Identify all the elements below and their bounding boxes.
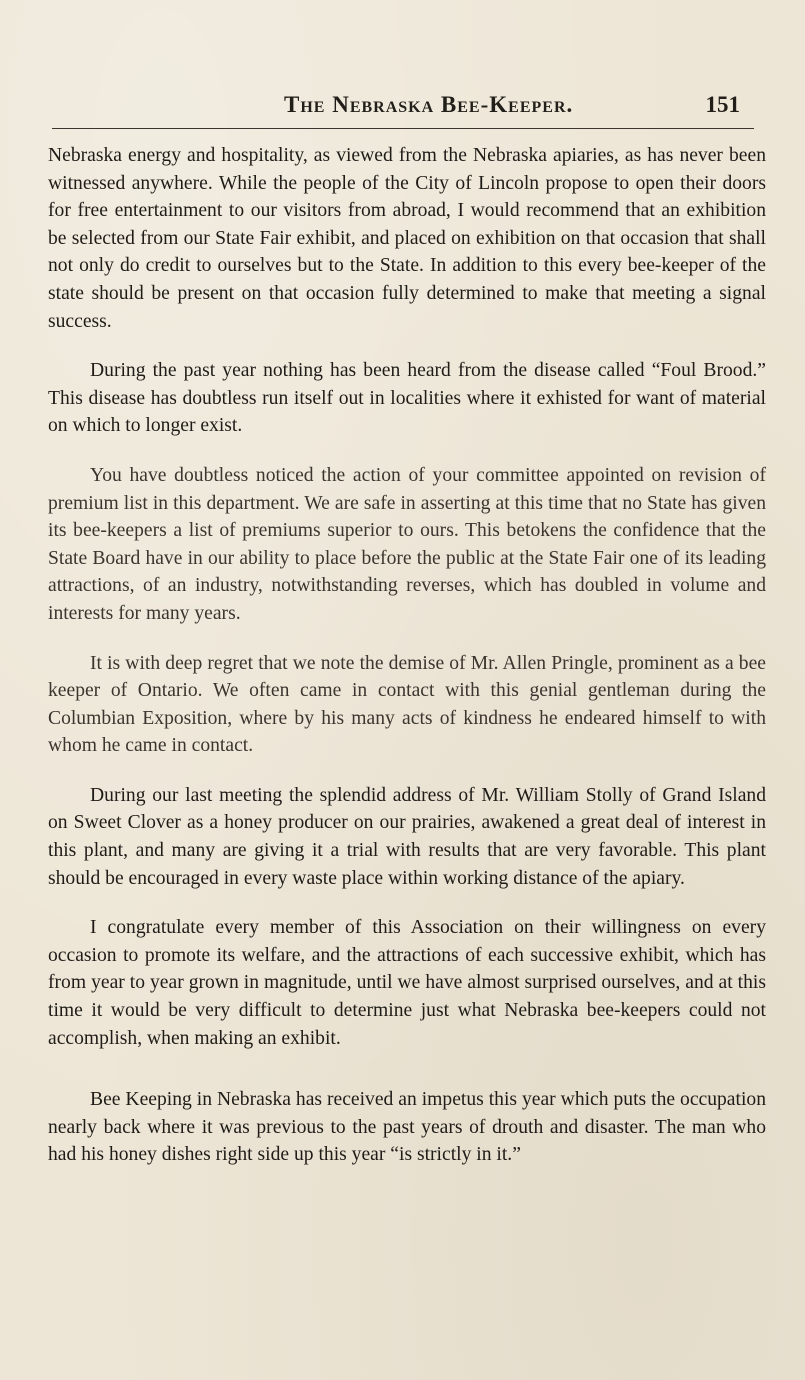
page-number: 151 bbox=[705, 92, 740, 117]
paragraph-3: You have doubtless noticed the action of your committee appointed on revision of premium list in this department. We are safe in asserting at this time that no State has given its bee-keepers a list of premiums superior to ours. This betokens the confidence that the State Board have in our ability to place before the public at the State Fair one of its leading attractions, of an industry, notwithstanding reverses, which has doubled in volume and interests for many years. bbox=[48, 464, 766, 624]
paragraph-1: Nebraska energy and hospitality, as viewed from the Nebraska apiaries, as has never been witnessed anywhere. While the people of the City of Lincoln propose to open their doors for free entertainment to our visitors from abroad, I would recommend that an exhibition be selected from our State Fair exhibit, and placed on exhibition on that occasion that shall not only do credit to ourselves but to the State. In addition to this every bee-keeper of the state should be present on that occasion fully determined to make that meeting a signal success. bbox=[48, 145, 766, 332]
paragraph-6: I congratulate every member of this Association on their willingness on every occasion to promote its welfare, and the attractions of each successive exhibit, which has from year to year grown in magnitude, until we have almost surprised ourselves, and at this time it would be very difficult to determine just what Nebraska bee-keepers could not accomplish, when making an exhibit. bbox=[48, 917, 766, 1049]
running-head bbox=[52, 92, 754, 126]
paragraph-2: During the past year nothing has been heard from the disease called “Foul Brood.” This disease has doubtless run itself out in localities where it exhisted for want of material on which to longer exist. bbox=[48, 360, 766, 437]
body-text bbox=[48, 142, 766, 1169]
paragraph-7: Bee Keeping in Nebraska has received an impetus this year which puts the occupation nearly back where it was previous to the past years of drouth and disaster. The man who had his honey dishes right side up this year “is strictly in it.” bbox=[48, 1089, 766, 1166]
journal-title: The Nebraska Bee-Keeper. bbox=[284, 92, 574, 117]
header-rule bbox=[52, 128, 754, 129]
paragraph-4: It is with deep regret that we note the demise of Mr. Allen Pringle, prominent as a bee keeper of Ontario. We often came in contact with this genial gentleman during the Columbian Exposition, where by his many acts of kindness he endeared himself to with whom he came in contact. bbox=[48, 652, 766, 757]
paragraph-5: During our last meeting the splendid address of Mr. William Stolly of Grand Island on Sweet Clover as a honey producer on our prairies, awakened a great deal of interest in this plant, and many are giving it a trial with results that are very favorable. This plant should be encouraged in every waste place within working distance of the apiary. bbox=[48, 784, 766, 889]
